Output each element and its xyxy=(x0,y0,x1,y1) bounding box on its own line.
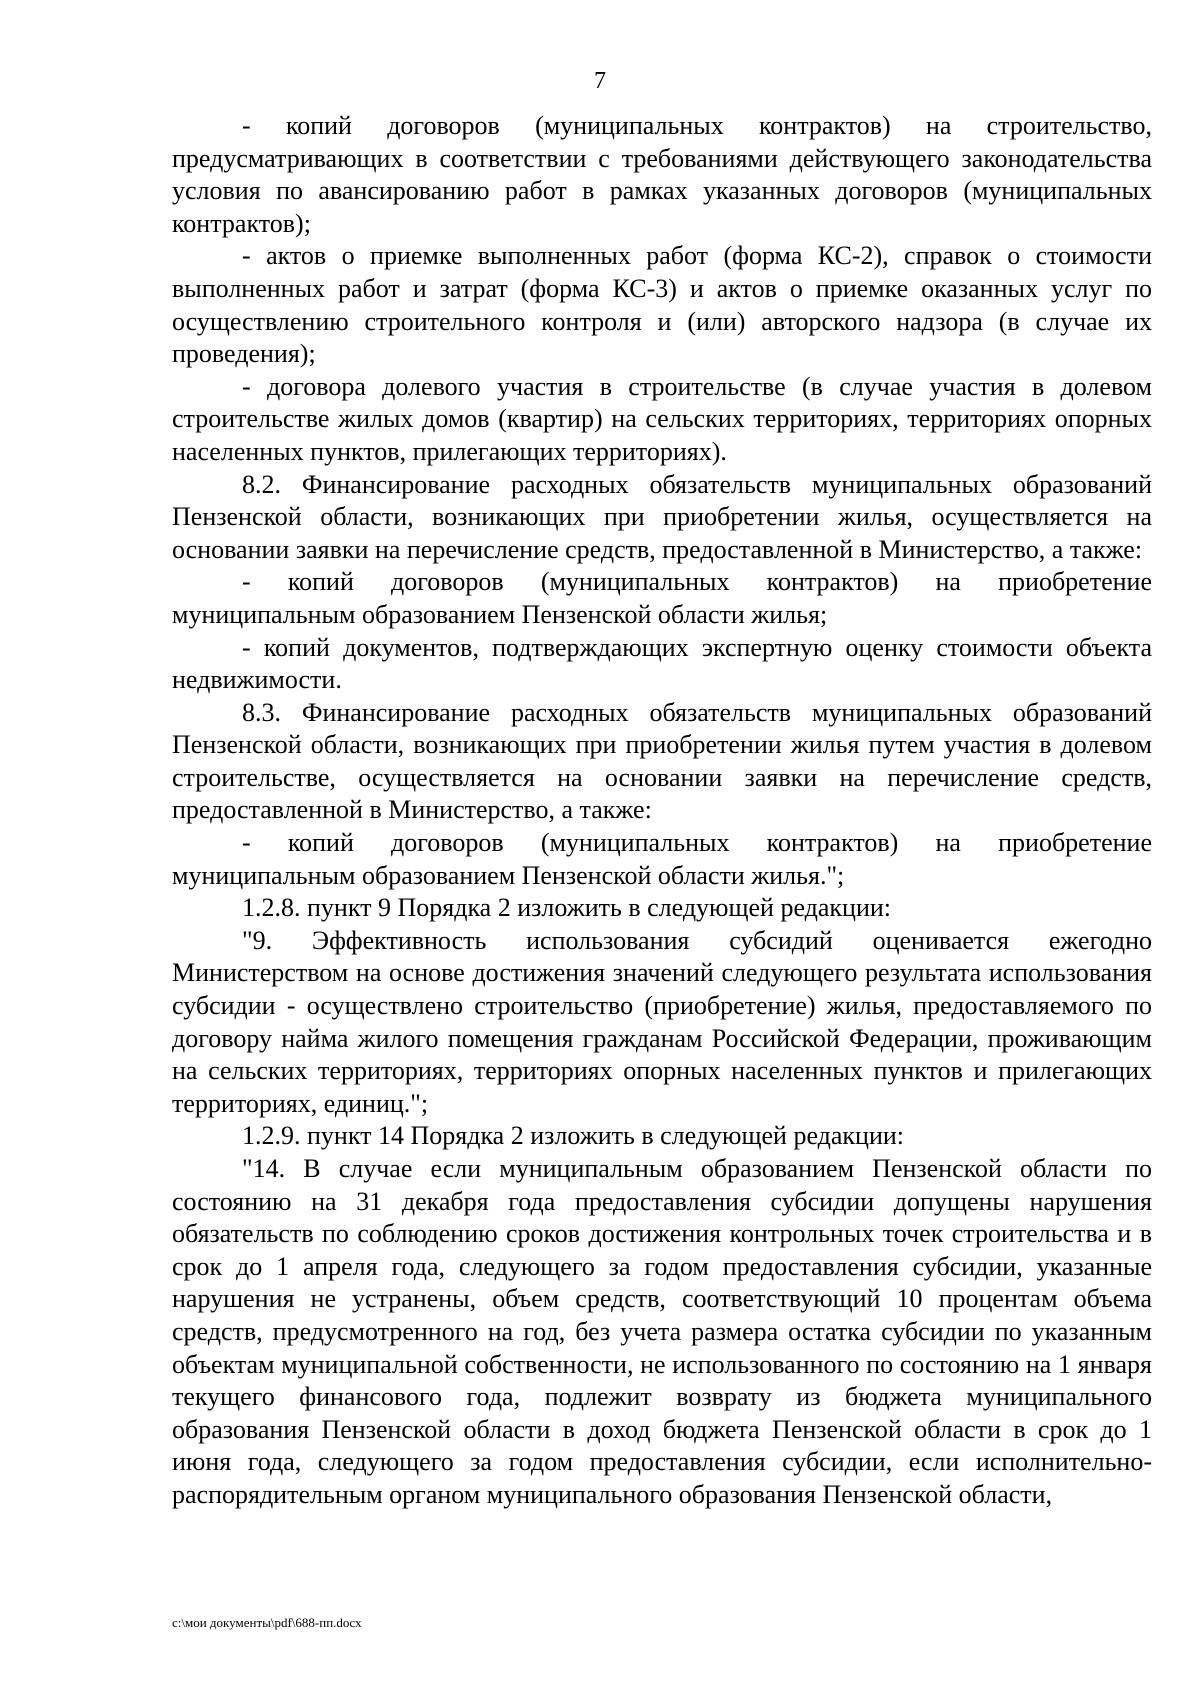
paragraph: - копий документов, подтверждающих экспертную оценку стоимости объекта недвижимости. xyxy=(172,632,1152,695)
paragraph: "9. Эффективность использования субсидий оценивается ежегодно Министерством на основе достижения значений следующего результата использования субсидии - осуществлено строительство (приобретение) жилья, предоставляемого по договору найма жилого помещения гражданам Российской Федерации, проживающим на сельских территориях, территориях опорных населенных пунктов и прилегающих территориях, единиц."; xyxy=(172,925,1152,1118)
paragraph: 8.2. Финансирование расходных обязательств муниципальных образований Пензенской области, возникающих при приобретении жилья, осуществляется на основании заявки на перечисление средств, предоставленной в Министерство, а также: xyxy=(172,469,1152,564)
paragraph: - копий договоров (муниципальных контрактов) на строительство, предусматривающих в соответствии с требованиями действующего законодательства условия по авансированию работ в рамках указанных договоров (муниципальных контрактов); xyxy=(172,111,1152,238)
footer-file-path: c:\мои документы\pdf\688-пп.docx xyxy=(172,1615,362,1630)
paragraph: - актов о приемке выполненных работ (форма КС-2), справок о стоимости выполненных работ и затрат (форма КС-3) и актов о приемке оказанных услуг по осуществлению строительного контроля и (или) авторского надзора (в случае их проведения); xyxy=(172,241,1152,369)
paragraph: "14. В случае если муниципальным образованием Пензенской области по состоянию на 31 декабря года предоставления субсидии допущены нарушения обязательств по соблюдению сроков достижения контрольных точек строительства и в срок до 1 апреля года, следующего за годом предоставления субсидии, указанные нарушения не устранены, объем средств, соответствующий 10 процентам объема средств, предусмотренного на год, без учета размера остатка субсидии по указанным объектам муниципальной собственности, не использованного по состоянию на 1 января текущего финансового года, подлежит возврату из бюджета муниципального образования Пензенской области в доход бюджета Пензенской области в срок до 1 июня года, следующего за годом предоставления субсидии, если исполнительно-распорядительным органом муниципального образования Пензенской области, xyxy=(172,1154,1152,1509)
paragraph: 1.2.9. пункт 14 Порядка 2 изложить в следующей редакции: xyxy=(242,1121,905,1151)
paragraph: - копий договоров (муниципальных контрактов) на приобретение муниципальным образованием Пензенской области жилья."; xyxy=(172,828,1152,890)
paragraph: 8.3. Финансирование расходных обязательств муниципальных образований Пензенской области, возникающих при приобретении жилья путем участия в долевом строительстве, осуществляется на основании заявки на перечисление средств, предоставленной в Министерство, а также: xyxy=(172,697,1152,825)
page-number: 7 xyxy=(594,68,606,94)
document-body xyxy=(172,110,1152,1512)
paragraph: - копий договоров (муниципальных контрактов) на приобретение муниципальным образованием Пензенской области жилья; xyxy=(172,567,1152,629)
paragraph: - договора долевого участия в строительстве (в случае участия в долевом строительстве жилых домов (квартир) на сельских территориях, территориях опорных населенных пунктов, прилегающих территориях). xyxy=(172,371,1152,466)
paragraph: 1.2.8. пункт 9 Порядка 2 изложить в следующей редакции: xyxy=(242,893,892,923)
